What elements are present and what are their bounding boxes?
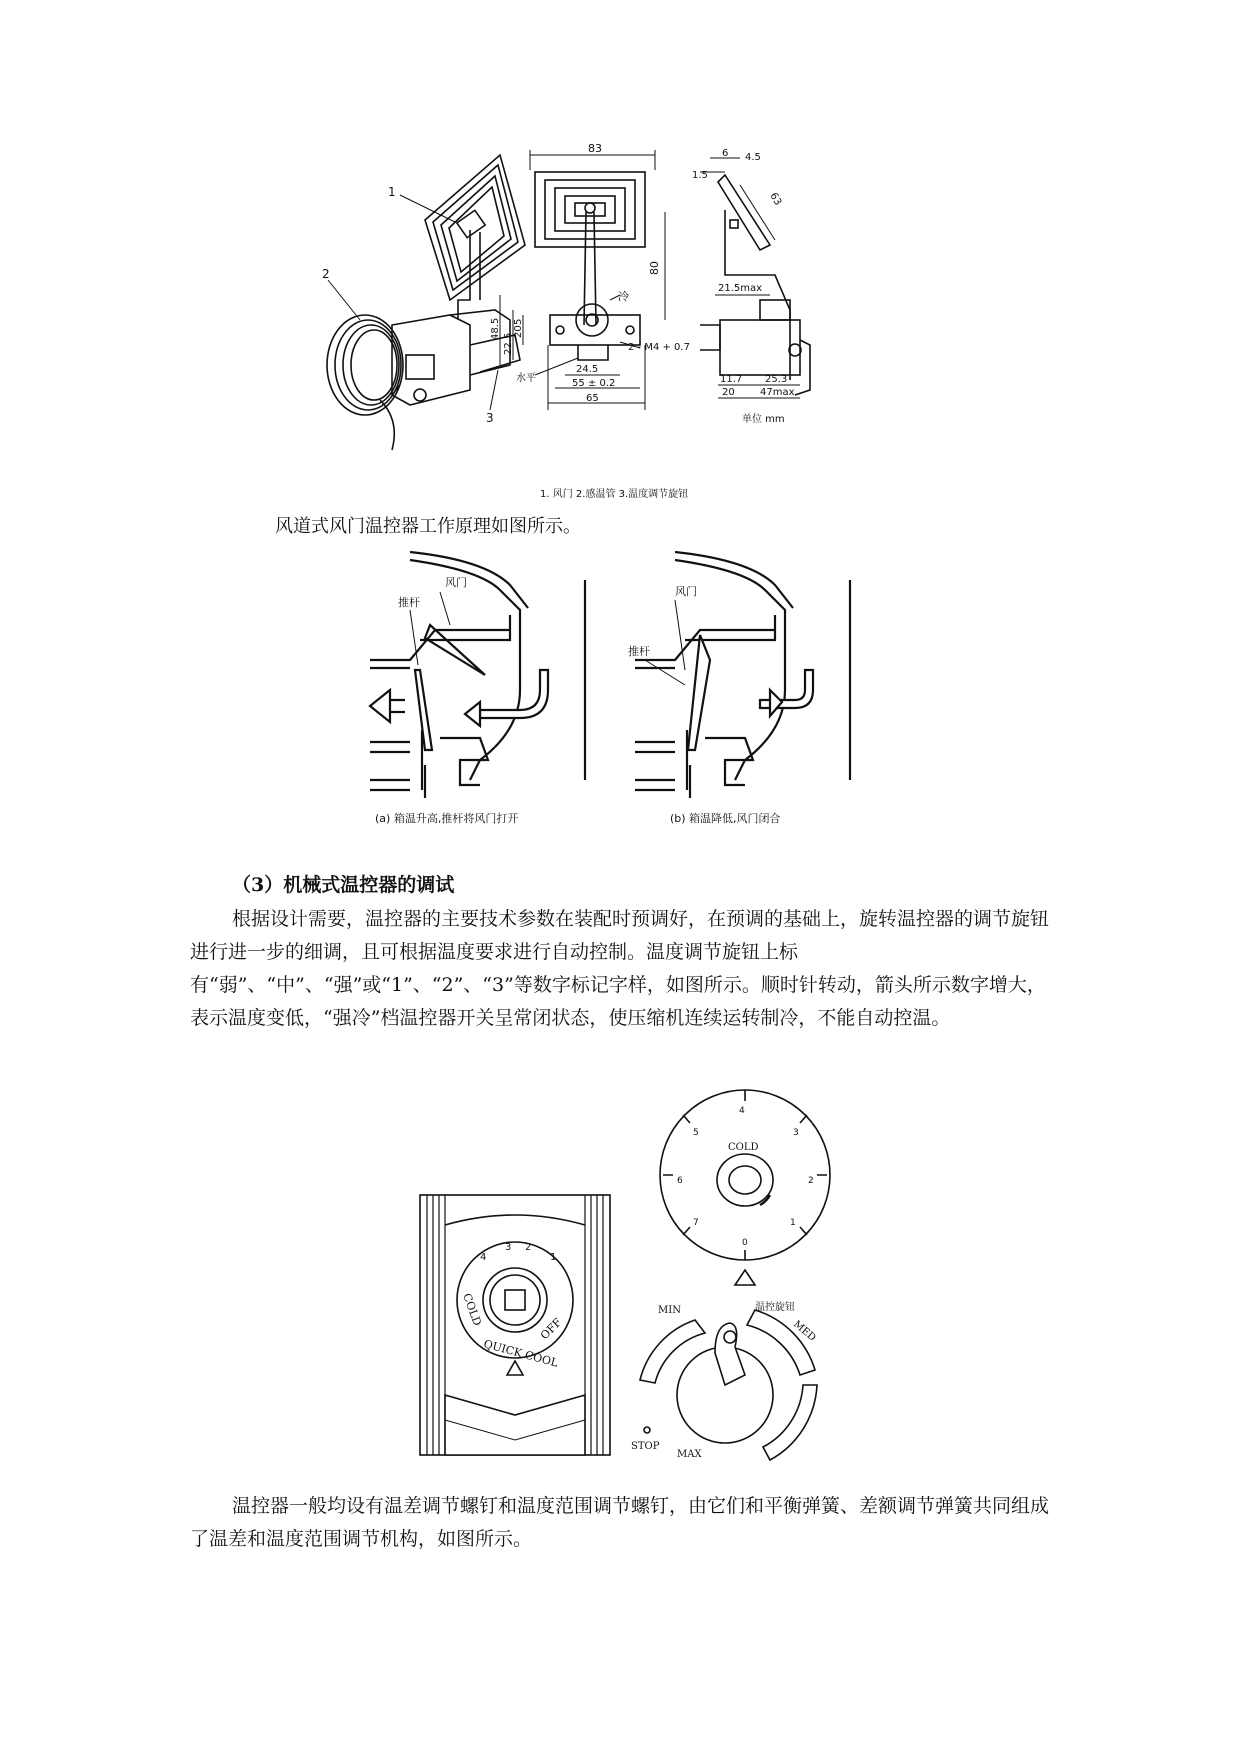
part-label-2: 2 <box>322 267 330 281</box>
damper-thermostat-drawing <box>320 142 900 510</box>
panel-cold: COLD <box>460 1291 484 1328</box>
text-damper-intro: 风道式风门温控器工作原理如图所示。 <box>275 516 581 537</box>
paragraph-range-mechanism: 温控器一般均设有温差调节螺钉和温度范围调节螺钉，由它们和平衡弹簧、差额调节弹簧共同组成了温差和温度范围调节机构，如图所示。 <box>190 1495 1050 1550</box>
dial-label: 温控旋钮 <box>755 1302 795 1313</box>
damper-operation-diagram <box>370 550 880 825</box>
panel-num-2: 2 <box>525 1242 532 1253</box>
dim-hole: 2 - M4 + 0.7 <box>628 342 690 353</box>
dim-83: 83 <box>588 142 602 155</box>
dim-side-25-3: 25.3 <box>765 374 788 385</box>
thermostat-knob-diagram <box>415 1085 835 1460</box>
panel-off: OFF <box>537 1315 565 1343</box>
label-damper-a: 风门 <box>445 576 467 589</box>
dim-side-11-7: 11.7 <box>720 374 743 385</box>
label-level: 水平 <box>516 373 536 384</box>
dial-num-1: 1 <box>790 1218 796 1228</box>
dim-55: 55 ± 0.2 <box>572 378 616 389</box>
panel-num-3: 3 <box>505 1242 512 1253</box>
label-pushrod-a: 推杆 <box>398 596 420 609</box>
dim-48-5: 48.5 <box>490 317 501 340</box>
section-heading: （3）机械式温控器的调试 <box>232 874 455 896</box>
label-damper-b: 风门 <box>675 585 697 598</box>
dim-5: 5 <box>513 318 524 325</box>
caption-a: (a) 箱温升高,推杆将风门打开 <box>375 812 519 825</box>
part-label-3: 3 <box>486 411 494 425</box>
dim-side-63: 63 <box>767 191 784 208</box>
dim-side-4-5: 4.5 <box>745 152 761 163</box>
dial-num-7: 7 <box>693 1218 699 1228</box>
dim-20: 20 <box>513 325 524 338</box>
knob-max: MAX <box>677 1449 702 1460</box>
dim-22-5: 22.5 <box>503 332 514 355</box>
dial-num-0: 0 <box>742 1238 748 1248</box>
dim-side-20: 20 <box>722 387 735 398</box>
panel-num-1: 1 <box>550 1252 557 1263</box>
unit-label: 单位 mm <box>742 414 785 425</box>
dial-num-2: 2 <box>808 1176 814 1186</box>
dial-num-6: 6 <box>677 1176 683 1186</box>
dim-side-1-5: 1.5 <box>692 170 708 181</box>
paragraph-adjustment: 根据设计需要，温控器的主要技术参数在装配时预调好，在预调的基础上，旋转温控器的调节旋钮进行进一步的细调，且可根据温度要求进行自动控制。温度调节旋钮上标有“弱”、“中”、“强”或“1”、“2”、“3”等数字标记字样，如图所示。顺时针转动，箭头所示数字增大，表示温度变低，“强冷”档温控器开关呈常闭状态，使压缩机连续运转制冷，不能自动控温。 <box>190 908 1050 1029</box>
dim-80: 80 <box>648 261 661 275</box>
panel-num-4: 4 <box>480 1252 487 1263</box>
dial-num-3: 3 <box>793 1128 799 1138</box>
label-cold: 冷 <box>618 290 629 303</box>
knob-min: MIN <box>658 1305 681 1316</box>
knob-stop: STOP <box>631 1441 660 1452</box>
dim-side-47: 47max <box>760 387 795 398</box>
part-label-1: 1 <box>388 185 396 199</box>
caption-b: (b) 箱温降低,风门闭合 <box>670 812 781 825</box>
dim-side-21-5: 21.5max <box>718 283 763 294</box>
dim-side-6: 6 <box>722 148 729 159</box>
label-pushrod-b: 推杆 <box>628 645 650 658</box>
dial-num-5: 5 <box>693 1128 699 1138</box>
fig1-caption: 1. 风门 2.感温管 3.温度调节旋钮 <box>540 489 689 500</box>
knob-med: MED <box>791 1318 818 1344</box>
panel-quick-cool: QUICK COOL <box>482 1337 560 1370</box>
dim-65: 65 <box>586 393 599 404</box>
dim-24-5: 24.5 <box>576 364 599 375</box>
dial-num-4: 4 <box>739 1106 745 1116</box>
dial-cold: COLD <box>728 1142 759 1153</box>
